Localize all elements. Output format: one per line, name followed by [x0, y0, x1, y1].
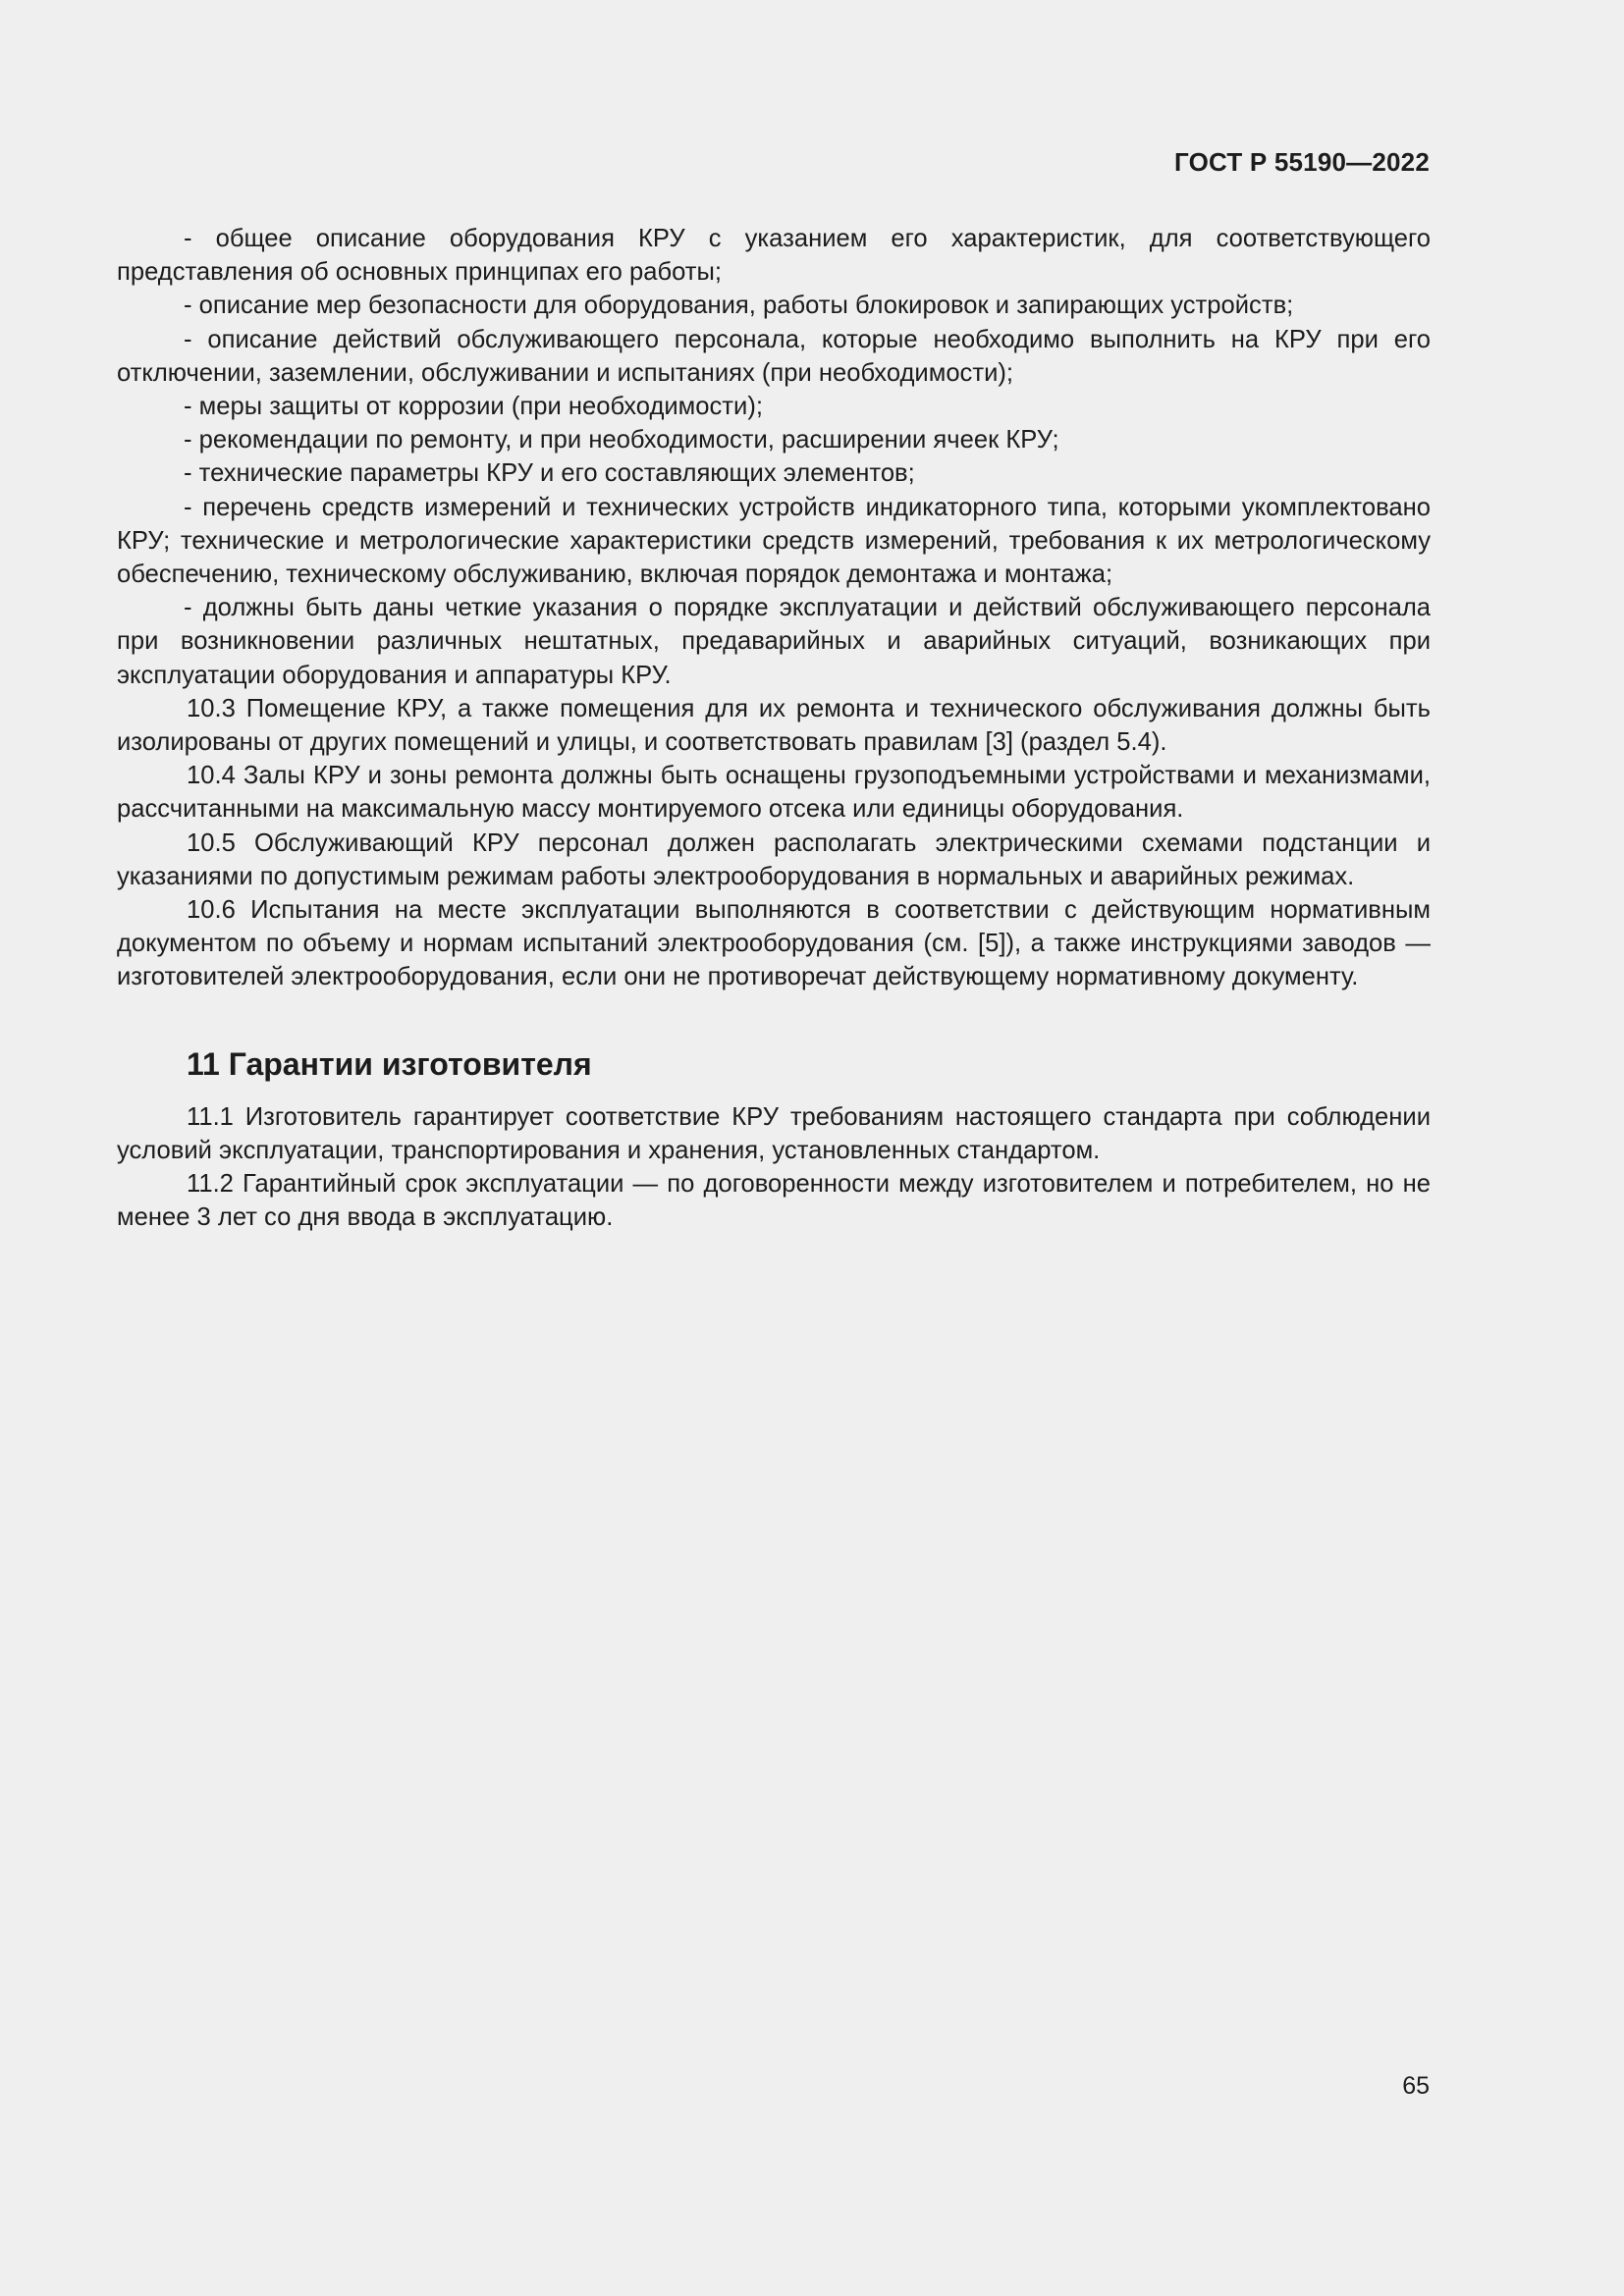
list-item: - технические параметры КРУ и его составляющих элементов;: [184, 459, 915, 488]
paragraph-10-4: 10.4 Залы КРУ и зоны ремонта должны быть оснащены грузоподъемными устройствами и механизмами, рассчитанными на максимальную массу монтируемого отсека или единицы оборудования.: [117, 762, 1431, 824]
paragraph-10-6: 10.6 Испытания на месте эксплуатации выполняются в соответствии с действующим нормативным документом по объему и нормам испытаний электрооборудования (см. [5]), а также инструкциями заводов — изготовителей электрооборудования, если они не противоречат действующему нормативному документу.: [117, 896, 1431, 991]
list-item: - описание мер безопасности для оборудования, работы блокировок и запирающих устройств;: [184, 292, 1294, 320]
list-item: - меры защиты от коррозии (при необходимости);: [184, 393, 763, 421]
page-number: 65: [1402, 2072, 1430, 2100]
paragraph-10-5: 10.5 Обслуживающий КРУ персонал должен располагать электрическими схемами подстанции и указаниями по допустимым режимам работы электрооборудования в нормальных и аварийных режимах.: [117, 828, 1431, 890]
section-title: 11 Гарантии изготовителя: [187, 1045, 592, 1082]
paragraph-11-1: 11.1 Изготовитель гарантирует соответствие КРУ требованиям настоящего стандарта при соблюдении условий эксплуатации, транспортирования и хранения, установленных стандартом.: [117, 1102, 1431, 1164]
list-item: - общее описание оборудования КРУ с указанием его характеристик, для соответствующего представления об основных принципах его работы;: [117, 225, 1431, 287]
paragraph-10-3: 10.3 Помещение КРУ, а также помещения для их ремонта и технического обслуживания должны быть изолированы от других помещений и улицы, и соответствовать правилам [3] (раздел 5.4).: [117, 694, 1431, 757]
list-item: - рекомендации по ремонту, и при необходимости, расширении ячеек КРУ;: [184, 426, 1059, 454]
document-body: [117, 222, 1431, 1234]
requirements-list: [117, 222, 1431, 692]
list-item: - должны быть даны четкие указания о порядке эксплуатации и действий обслуживающего персонала при возникновении различных нештатных, предаварийных и аварийных ситуаций, возникающих при эксплуатации оборудования и аппаратуры КРУ.: [117, 594, 1431, 689]
list-item: - описание действий обслуживающего персонала, которые необходимо выполнить на КРУ при его отключении, заземлении, обслуживании и испытаниях (при необходимости);: [117, 325, 1431, 387]
list-item: - перечень средств измерений и технических устройств индикаторного типа, которыми укомплектовано КРУ; технические и метрологические характеристики средств измерений, требования к их метрологическому обеспечению, техническому обслуживанию, включая порядок демонтажа и монтажа;: [117, 493, 1431, 589]
paragraph-11-2: 11.2 Гарантийный срок эксплуатации — по договоренности между изготовителем и потребителем, но не менее 3 лет со дня ввода в эксплуатацию.: [117, 1170, 1431, 1232]
document-header: ГОСТ Р 55190—2022: [1174, 147, 1430, 177]
